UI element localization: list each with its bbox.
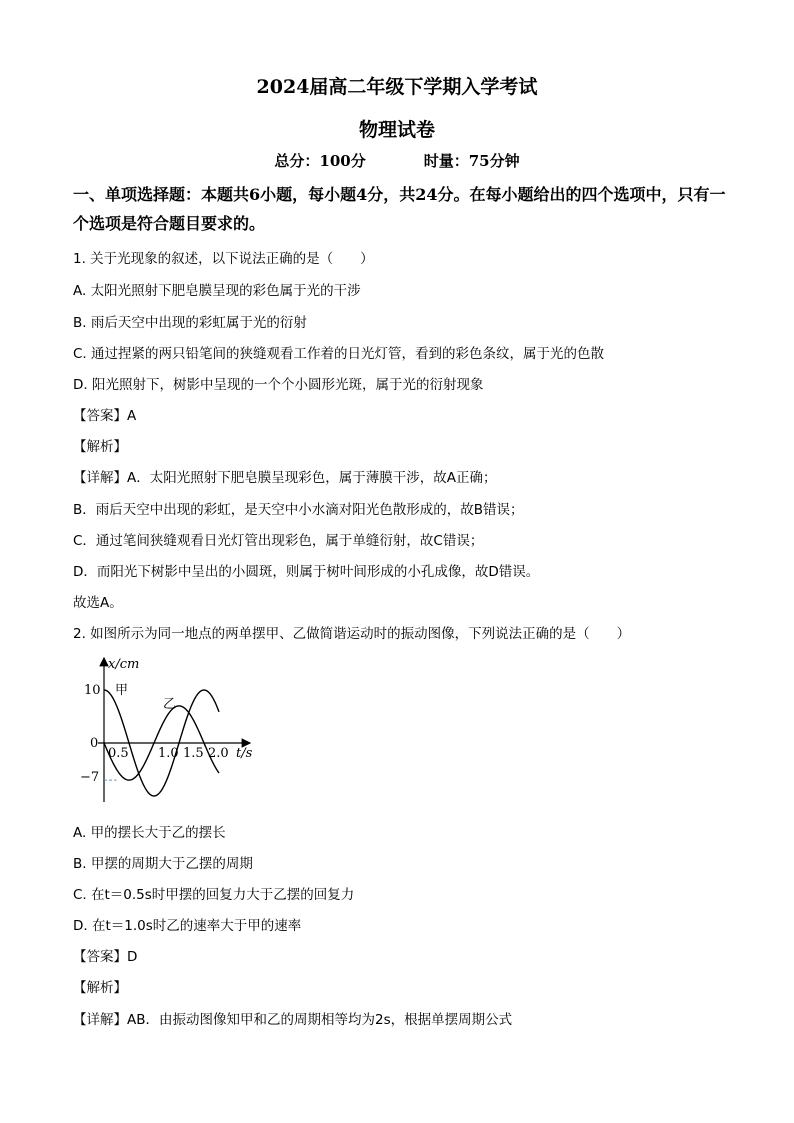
exam-meta (0, 150, 794, 171)
q1-option-a: A. 太阳光照射下肥皂膜呈现的彩色属于光的干涉 (73, 283, 361, 299)
section-heading: 一、单项选择题：本题共6小题，每小题4分，共24分。在每小题给出的四个选项中，只有一个选项是符合题目要求的。 (73, 185, 726, 233)
q2-detail-ab: 【详解】AB．由振动图像知甲和乙的周期相等均为2s，根据单摆周期公式 (73, 1012, 513, 1028)
q1-detail-c: C．通过笔间狭缝观看日光灯管出现彩色，属于单缝衍射，故C错误； (73, 533, 484, 549)
y-tick-10: 10 (84, 683, 101, 698)
q1-detail-d: D．而阳光下树影中呈出的小圆斑，则属于树叶间形成的小孔成像，故D错误。 (73, 564, 540, 580)
exam-title: 2024届高二年级下学期入学考试 (256, 76, 538, 98)
x-axis-label: t/s (236, 746, 253, 761)
q2-analysis-label: 【解析】 (73, 980, 127, 996)
q2-option-a: A. 甲的摆长大于乙的摆长 (73, 825, 226, 841)
q1-analysis-label: 【解析】 (73, 439, 127, 455)
x-tick-0.5: 0.5 (108, 746, 129, 761)
q2-answer: 【答案】D (73, 949, 138, 965)
y-tick-0: 0 (90, 736, 99, 751)
series-jia-label: 甲 (115, 683, 129, 698)
q1-detail-a: 【详解】A．太阳光照射下肥皂膜呈现彩色，属于薄膜干涉，故A正确； (73, 470, 497, 486)
time-limit: 时量：75分钟 (423, 152, 520, 170)
q2-stem: 2. 如图所示为同一地点的两单摆甲、乙做简谐运动时的振动图像，下列说法正确的是（ ） (73, 626, 631, 642)
q2-option-c: C. 在t＝0.5s时甲摆的回复力大于乙摆的回复力 (73, 887, 355, 903)
q2-option-b: B. 甲摆的周期大于乙摆的周期 (73, 856, 253, 872)
x-tick-2.0: 2.0 (208, 746, 229, 761)
q1-answer: 【答案】A (73, 408, 137, 424)
x-tick-1.5: 1.5 (183, 746, 204, 761)
y-axis-label: x/cm (108, 657, 140, 672)
q1-stem: 1. 关于光现象的叙述，以下说法正确的是（ ） (73, 251, 374, 267)
exam-subtitle: 物理试卷 (358, 119, 435, 141)
q2-option-d: D. 在t＝1.0s时乙的速率大于甲的速率 (73, 918, 302, 934)
q1-detail-b: B．雨后天空中出现的彩虹，是天空中小水滴对阳光色散形成的，故B错误； (73, 502, 524, 518)
vibration-graph (70, 650, 270, 810)
series-yi-label: 乙 (163, 697, 177, 712)
q1-option-c: C. 通过捏紧的两只铅笔间的狭缝观看工作着的日光灯管，看到的彩色条纹，属于光的色散 (73, 346, 605, 362)
x-tick-1.0: 1.0 (158, 746, 179, 761)
y-tick-neg7: −7 (80, 770, 100, 785)
total-score: 总分：100分 (274, 152, 366, 170)
q1-conclusion: 故选A。 (73, 595, 123, 611)
q1-option-d: D. 阳光照射下，树影中呈现的一个个小圆形光斑，属于光的衍射现象 (73, 377, 484, 393)
q1-option-b: B. 雨后天空中出现的彩虹属于光的衍射 (73, 315, 307, 331)
